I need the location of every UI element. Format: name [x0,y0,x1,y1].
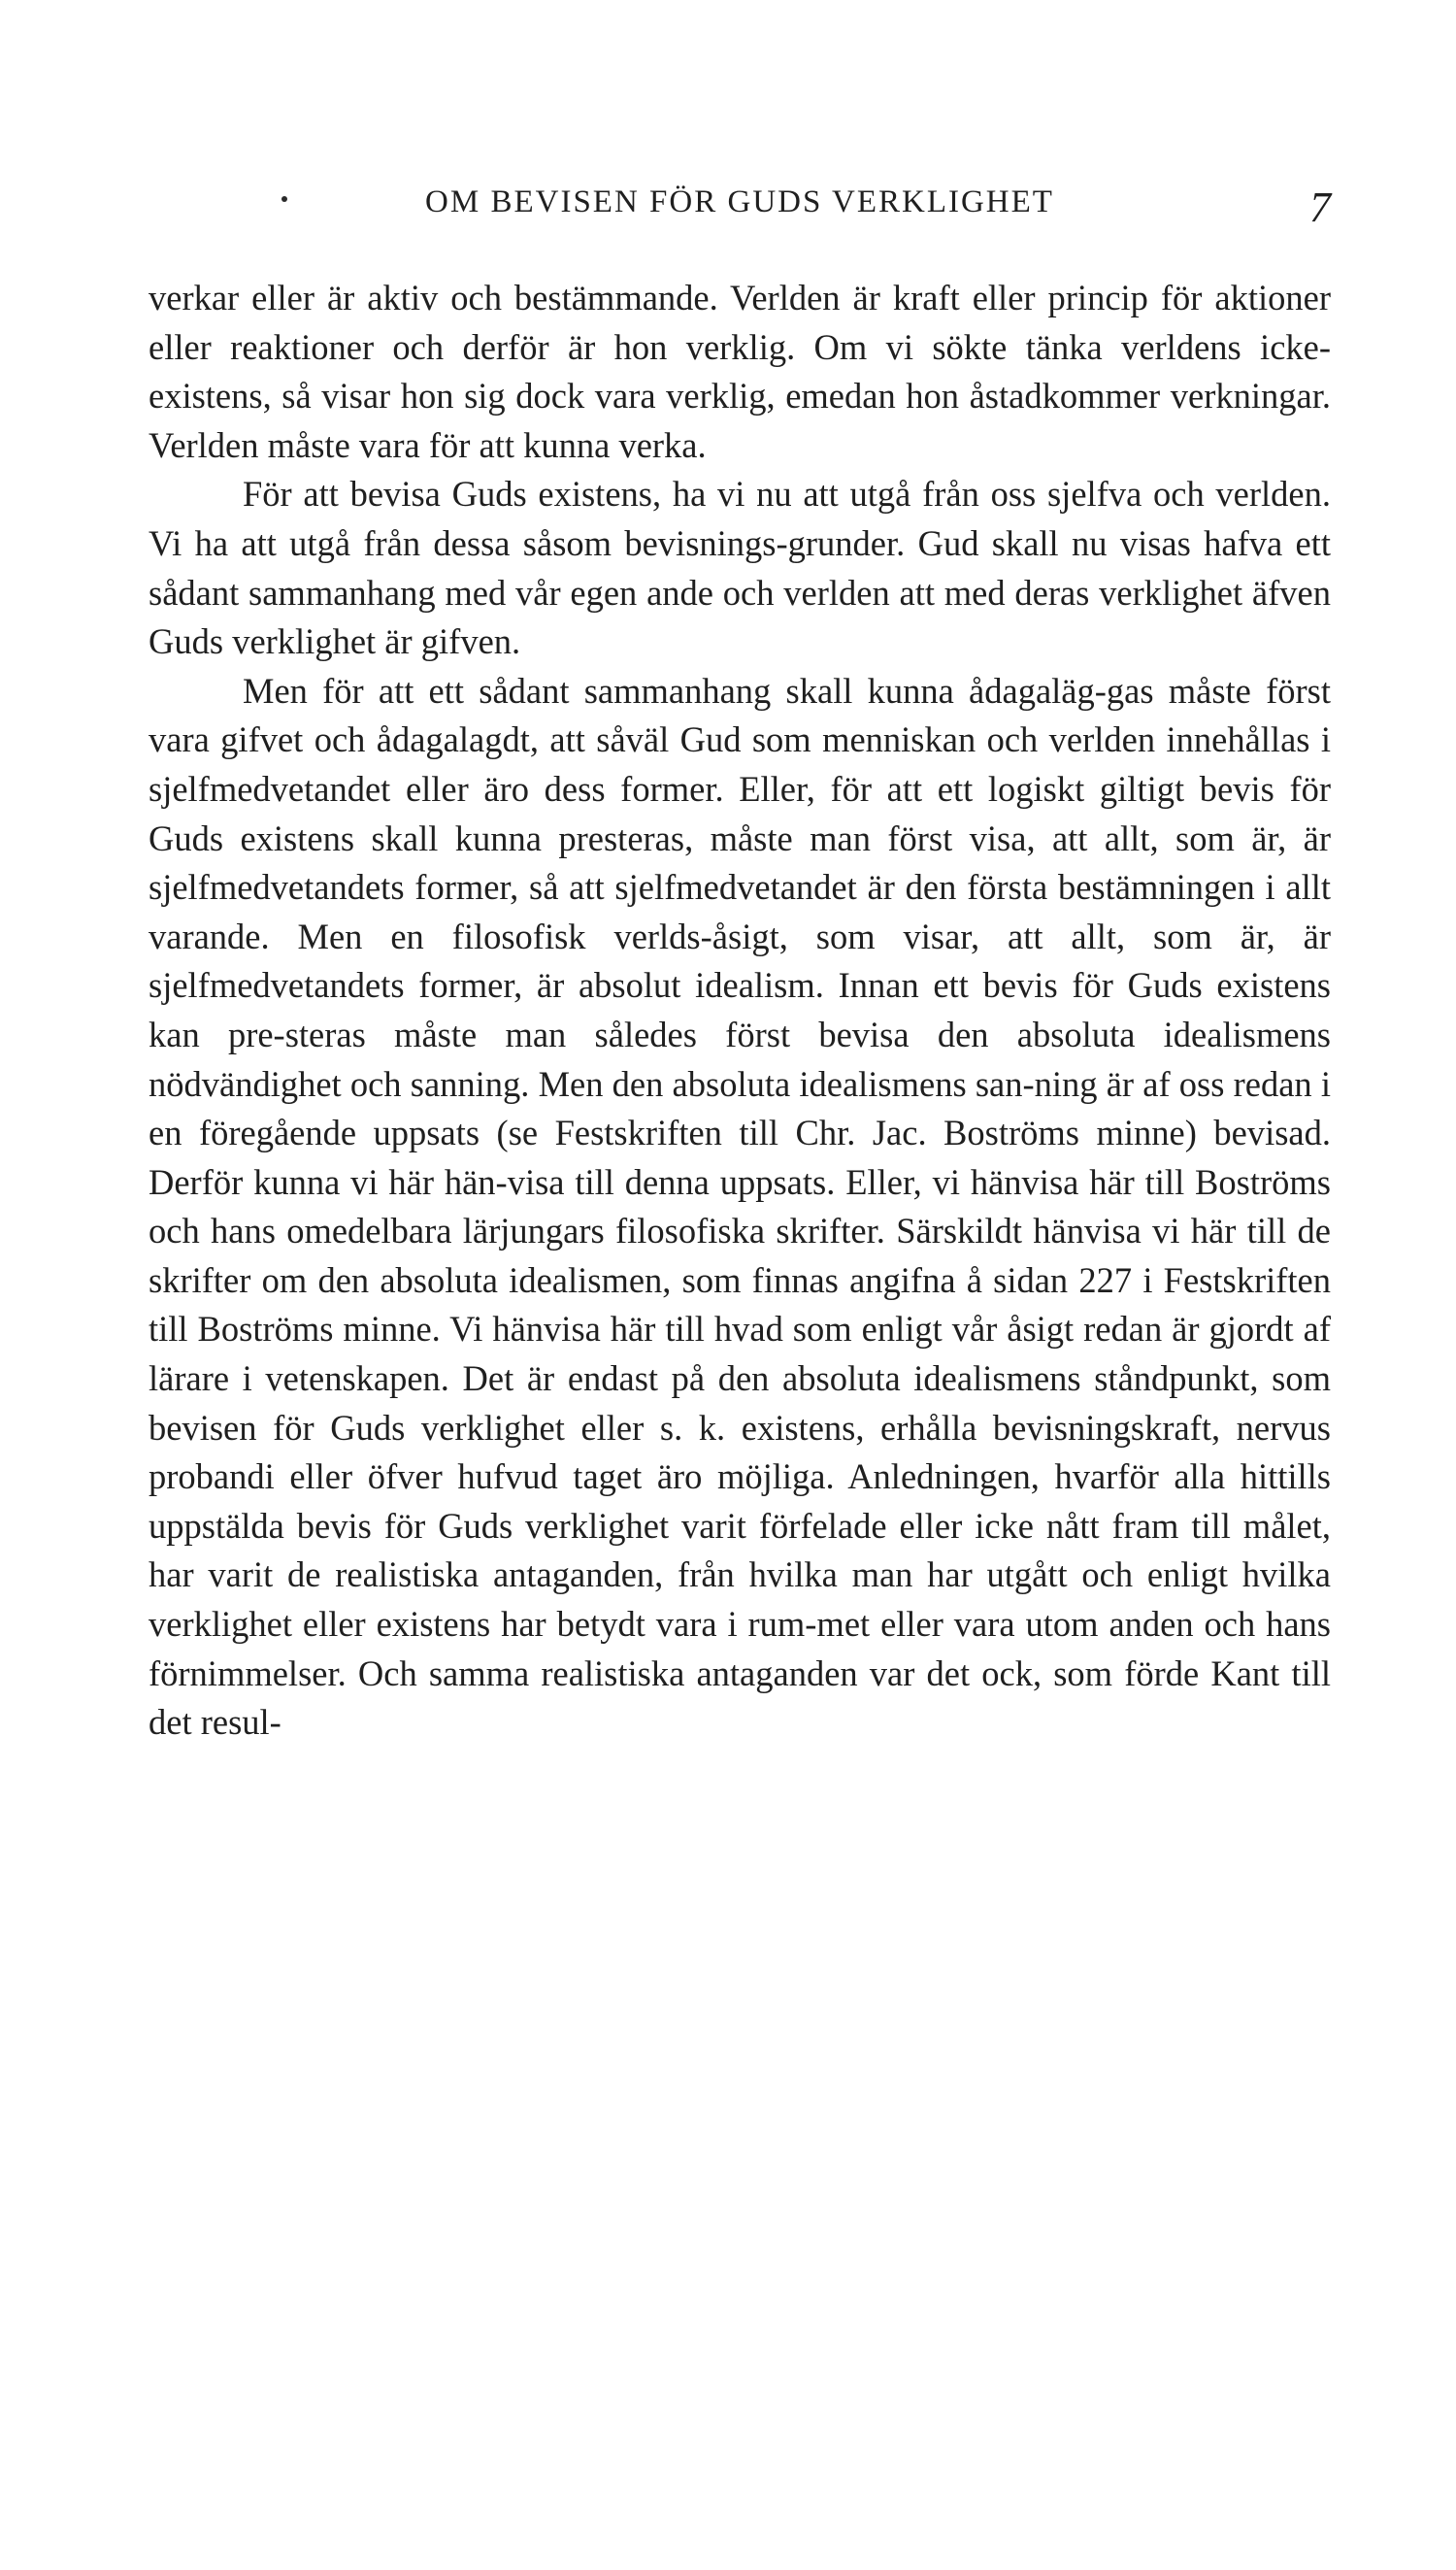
paragraph-1: verkar eller är aktiv och bestämmande. Verlden är kraft eller princip för aktioner eller reaktioner och derför är hon verklig. Om vi sökte tänka verldens icke-existens, så visar hon sig dock vara verklig, emedan hon åstadkommer verkningar. Verlden måste vara för att kunna verka. [149,278,1331,465]
running-title: OM BEVISEN FÖR GUDS VERKLIGHET [425,184,1054,219]
page-header [149,184,1331,233]
paragraph-2: För att bevisa Guds existens, ha vi nu att utgå från oss sjelfva och verlden. Vi ha att utgå från dessa såsom bevisnings-grunder. Gud skall nu visas hafva ett sådant sammanhang med vår egen ande och verlden att med deras verklighet äfven Guds verklighet är gifven. [149,474,1331,662]
body-text [149,274,1331,1748]
paragraph-3: Men för att ett sådant sammanhang skall kunna ådagaläg-gas måste först vara gifvet och ådagalagdt, att såväl Gud som menniskan och verlden innehållas i sjelfmedvetandet eller äro dess former. Eller, för att ett logiskt giltigt bevis för Guds existens skall kunna presteras, måste man först visa, att allt, som är, är sjelfmedvetandets former, så att sjelfmedvetandet är den första bestämningen i allt varande. Men en filosofisk verlds-åsigt, som visar, att allt, som är, är sjelfmedvetandets former, är absolut idealism. Innan ett bevis för Guds existens kan pre-steras måste man således först bevisa den absoluta idealismens nödvändighet och sanning. Men den absoluta idealismens san-ning är af oss redan i en föregående uppsats (se Festskriften till Chr. Jac. Boströms minne) bevisad. Derför kunna vi här hän-visa till denna uppsats. Eller, vi hänvisa här till Boströms och hans omedelbara lärjungars filosofiska skrifter. Särskildt hänvisa vi här till de skrifter om den absoluta idealismen, som finnas angifna å sidan 227 i Festskriften till Boströms minne. Vi hänvisa här till hvad som enligt vår åsigt redan är gjordt af lärare i vetenskapen. Det är endast på den absoluta idealismens ståndpunkt, som bevisen för Guds verklighet eller s. k. existens, erhålla bevisningskraft, nervus probandi eller öfver hufvud taget äro möjliga. Anledningen, hvarför alla hittills uppstälda bevis för Guds verklighet varit förfelade eller icke nått fram till målet, har varit de realistiska antaganden, från hvilka man har utgått och enligt hvilka verklighet eller existens har betydt vara i rum-met eller vara utom anden och hans förnimmelser. Och samma realistiska antaganden var det ock, som förde Kant till det resul- [149,670,1331,1743]
page-number: 7 [1309,184,1331,231]
